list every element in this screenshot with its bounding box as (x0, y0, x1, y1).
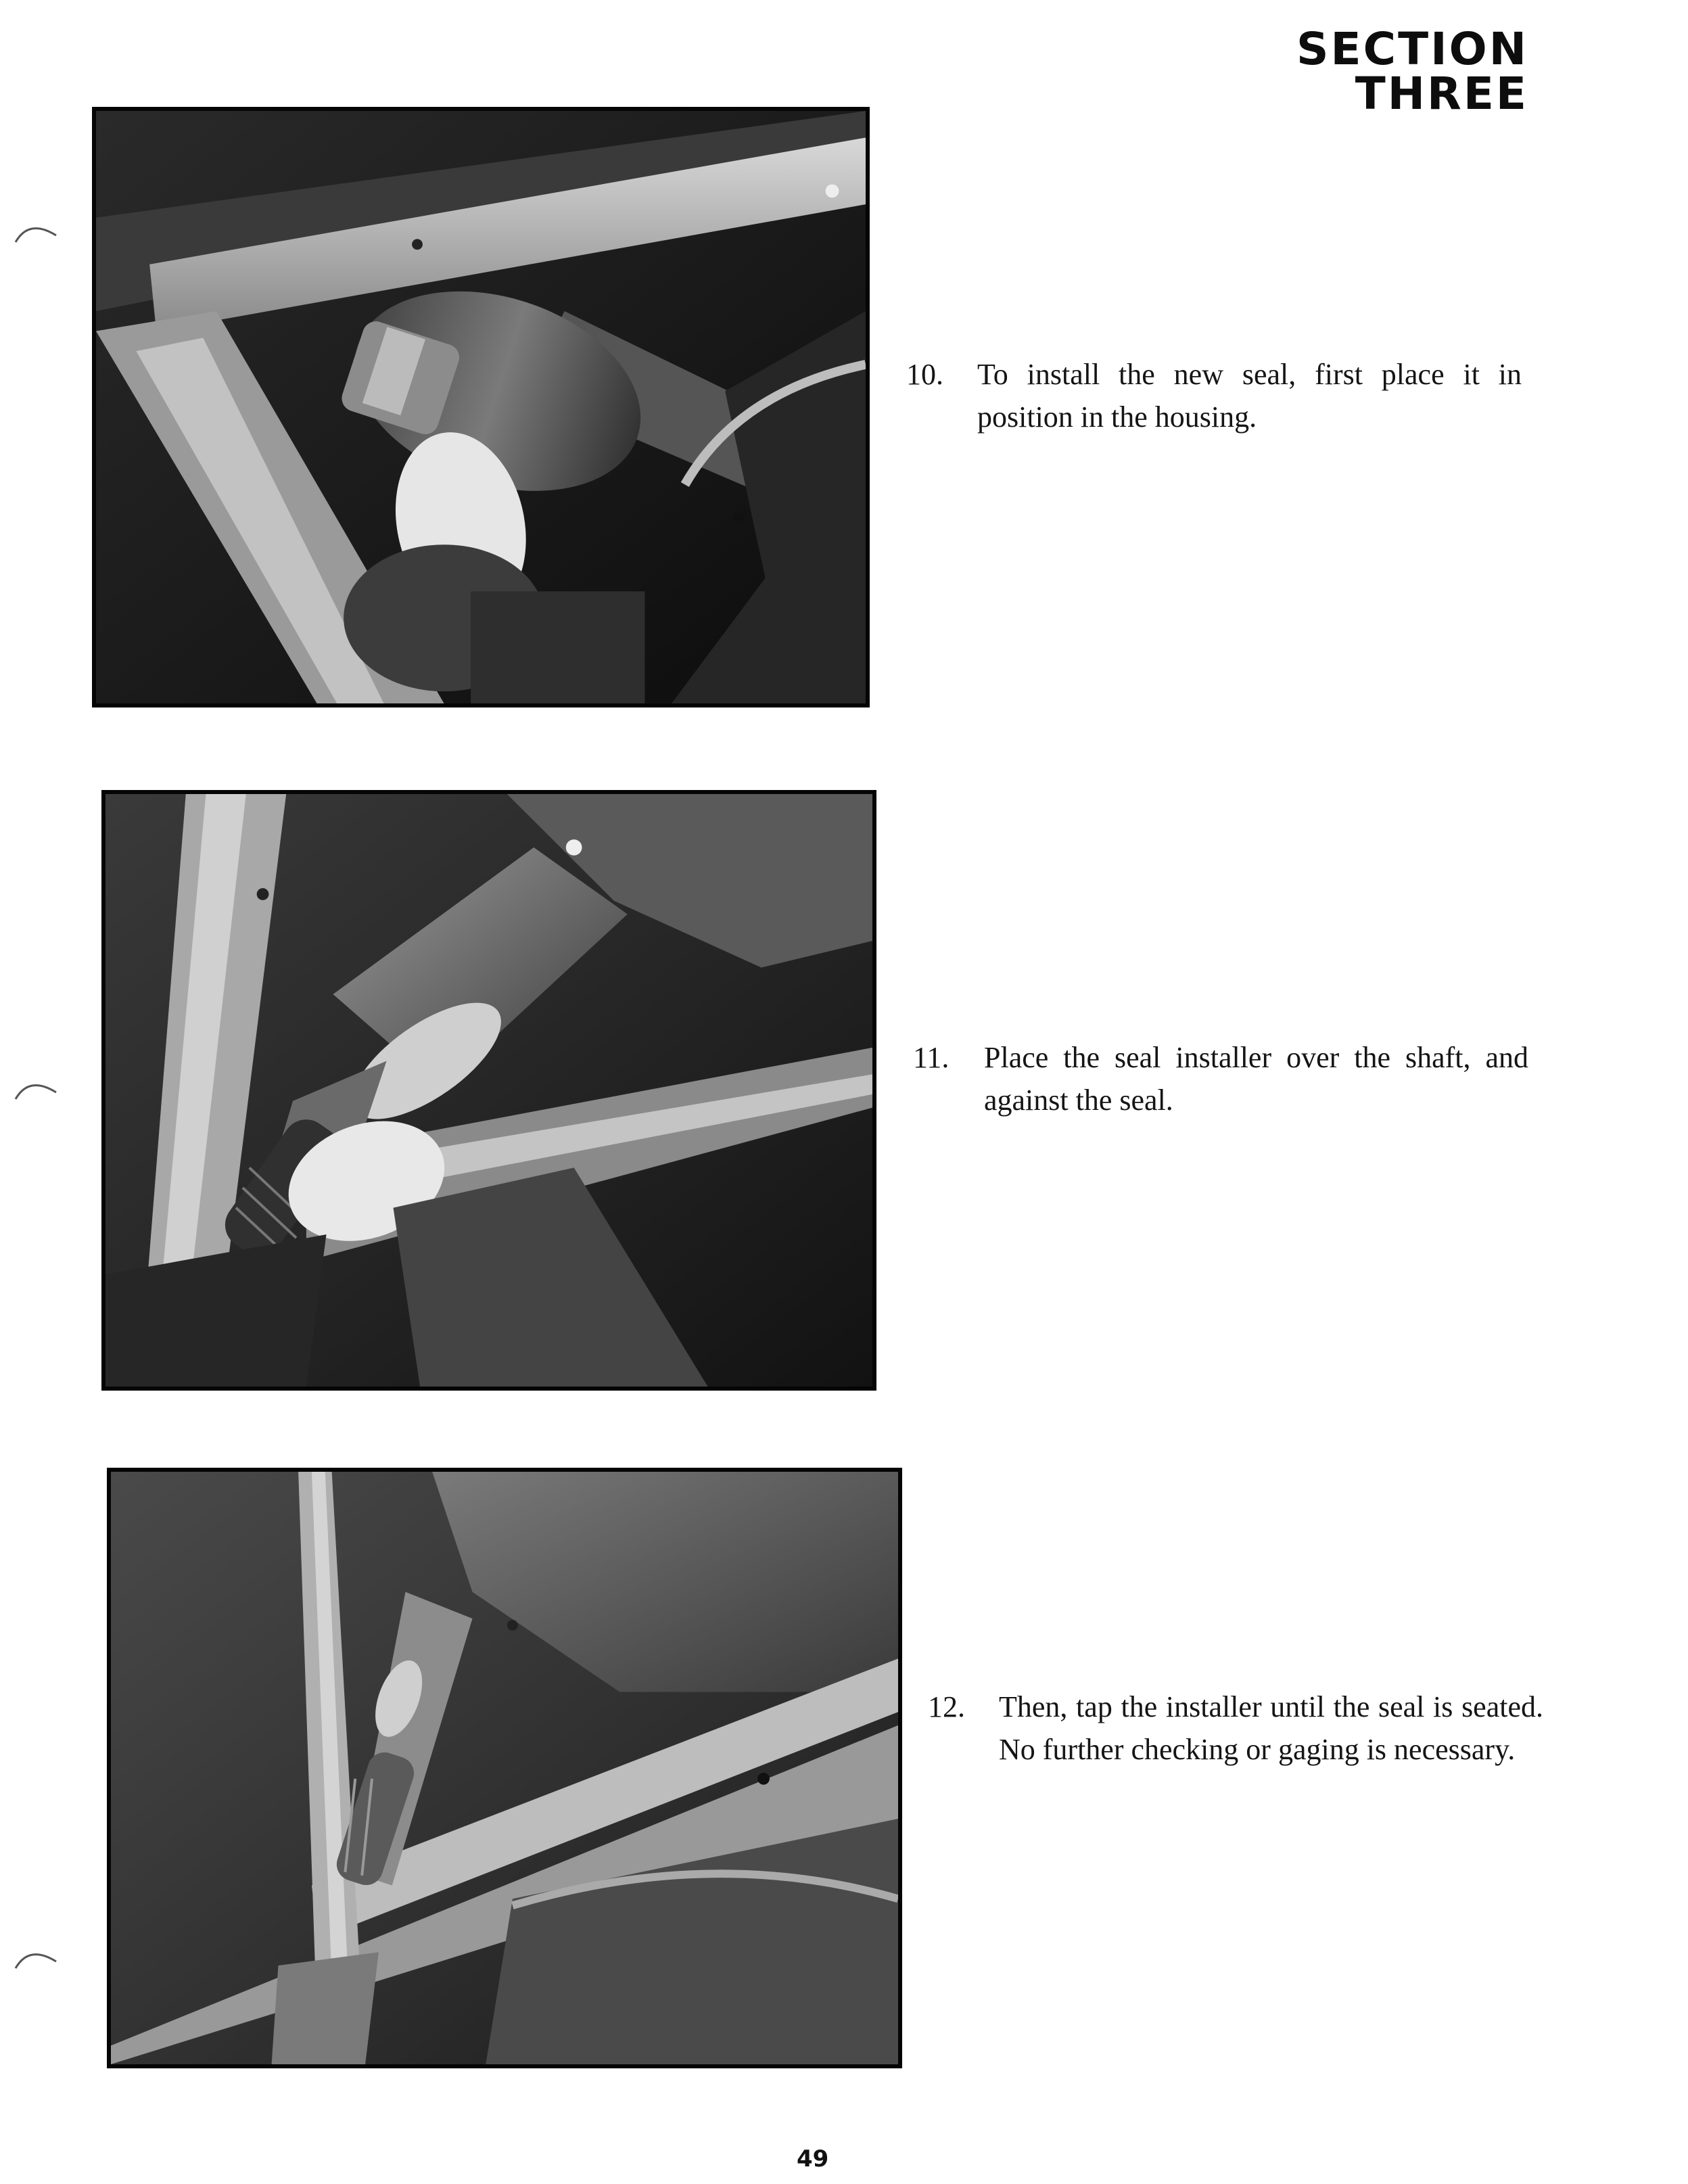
step-number: 11. (913, 1041, 950, 1074)
binder-hole-mark (12, 1941, 60, 1989)
step-text: Then, tap the installer until the seal is seated. No further checking or gaging is necessary. (999, 1690, 1543, 1766)
step-number: 12. (928, 1690, 965, 1723)
step-12 (928, 1686, 1543, 1771)
step-11 (913, 1036, 1528, 1121)
binder-hole-mark (12, 215, 60, 262)
step-10 (906, 353, 1522, 438)
step-number: 10. (906, 358, 943, 391)
step-text: Place the seal installer over the shaft, and against the seal. (984, 1041, 1528, 1117)
page-number: 49 (797, 2145, 829, 2173)
photo-seal-placement (92, 107, 870, 707)
step-text: To install the new seal, first place it in position in the housing. (977, 358, 1522, 434)
binder-hole-mark (12, 1072, 60, 1119)
photo-seal-seated (107, 1468, 902, 2068)
photo-seal-installer (101, 790, 876, 1391)
section-title: SECTION THREE (1296, 23, 1528, 120)
